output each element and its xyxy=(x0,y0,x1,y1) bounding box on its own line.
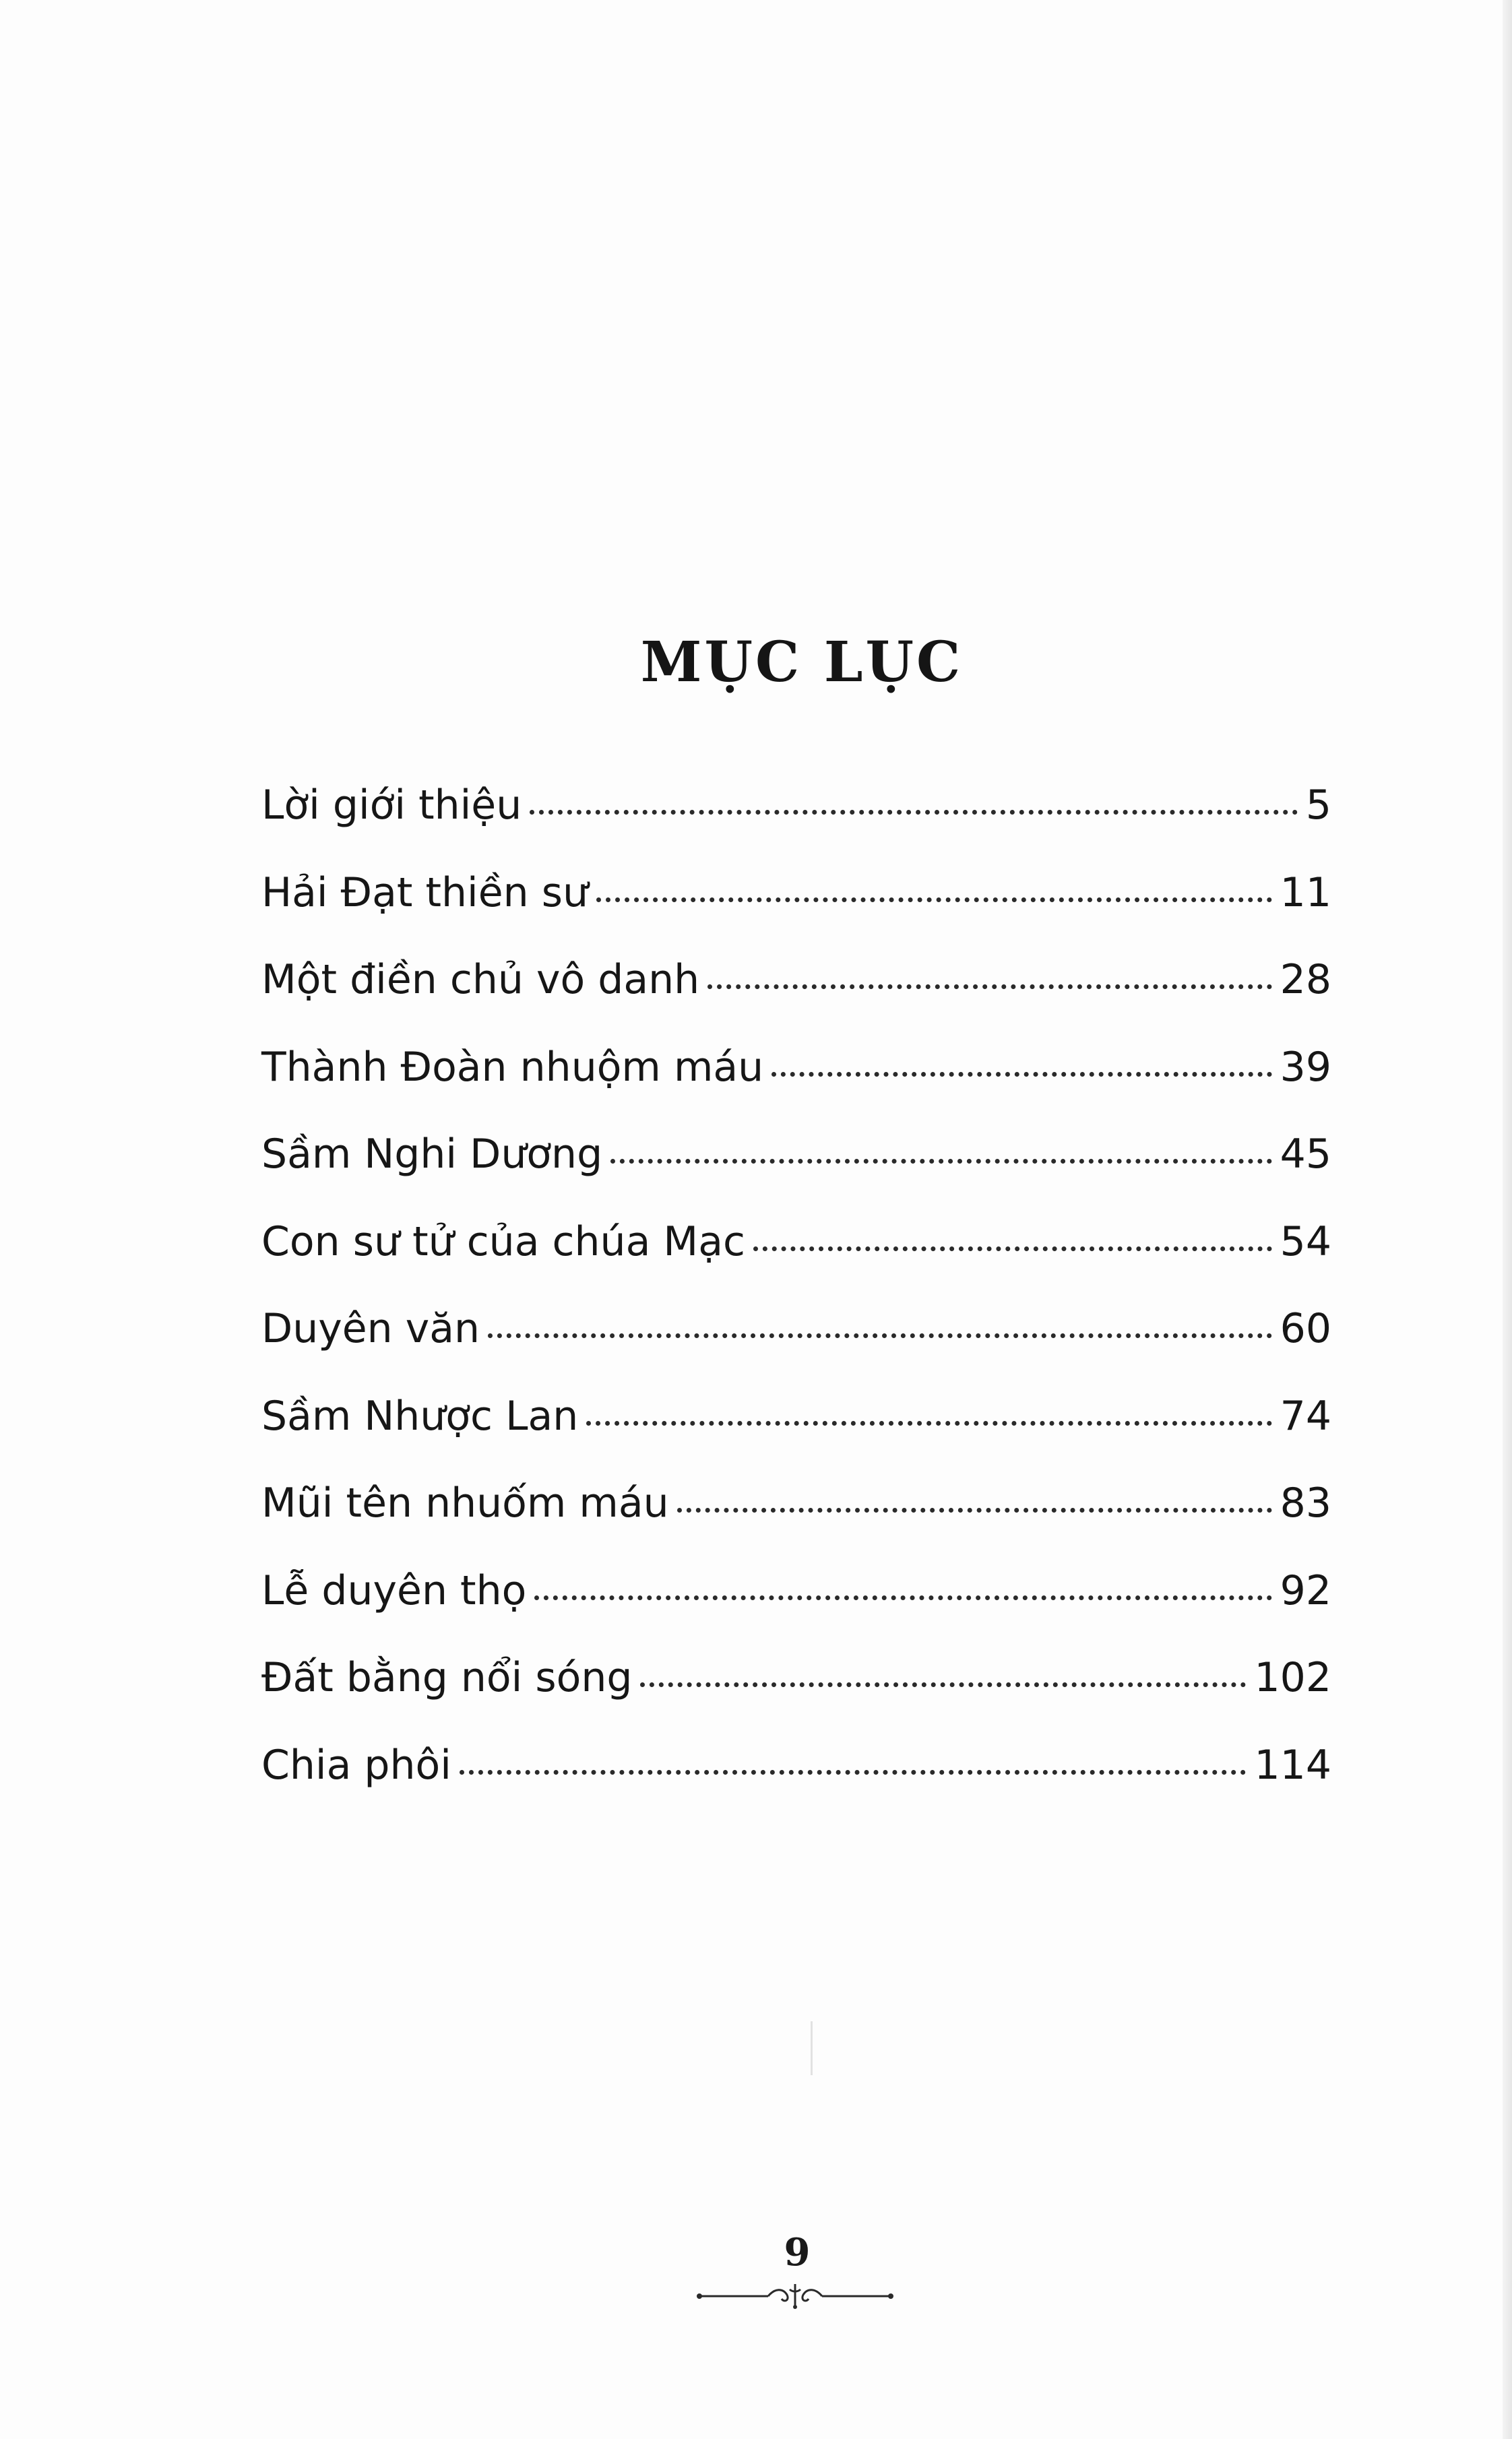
page-title: MỤC LỤC xyxy=(640,630,964,695)
toc-entry-title: Hải Đạt thiền sư xyxy=(261,868,589,916)
table-of-contents xyxy=(261,782,1331,1829)
toc-entry-title: Lễ duyên thọ xyxy=(261,1566,527,1614)
toc-entry-title: Lời giới thiệu xyxy=(261,782,522,829)
toc-entry[interactable] xyxy=(261,1218,1331,1306)
dot-leader xyxy=(771,1072,1271,1077)
toc-entry[interactable] xyxy=(261,1567,1331,1655)
toc-entry-title: Mũi tên nhuốm máu xyxy=(261,1480,669,1527)
scan-mark xyxy=(811,2021,813,2075)
page-number: 9 xyxy=(784,2230,811,2275)
toc-entry-title: Đất bằng nổi sóng xyxy=(261,1654,633,1701)
dot-leader xyxy=(677,1508,1272,1513)
toc-entry[interactable] xyxy=(261,1044,1331,1131)
dot-leader xyxy=(753,1246,1272,1251)
toc-entry[interactable] xyxy=(261,956,1331,1044)
toc-entry[interactable] xyxy=(261,1393,1331,1480)
toc-entry-page: 74 xyxy=(1280,1392,1331,1440)
toc-entry-page: 45 xyxy=(1280,1131,1331,1178)
toc-entry[interactable] xyxy=(261,1305,1331,1393)
toc-entry-page: 28 xyxy=(1280,956,1331,1003)
dot-leader xyxy=(530,810,1298,815)
toc-entry-page: 60 xyxy=(1280,1305,1331,1352)
toc-entry-page: 83 xyxy=(1280,1480,1331,1527)
toc-entry-page: 92 xyxy=(1280,1566,1331,1614)
toc-entry-page: 5 xyxy=(1305,782,1331,829)
dot-leader xyxy=(640,1682,1246,1687)
toc-entry-page: 11 xyxy=(1280,868,1331,916)
dot-leader xyxy=(534,1595,1271,1600)
toc-entry[interactable] xyxy=(261,782,1331,869)
toc-entry-title: Sầm Nhược Lan xyxy=(261,1392,579,1440)
dot-leader xyxy=(460,1770,1247,1775)
toc-entry-title: Một điền chủ vô danh xyxy=(261,956,700,1003)
toc-entry[interactable] xyxy=(261,869,1331,957)
toc-entry-title: Sầm Nghi Dương xyxy=(261,1131,603,1178)
toc-entry-title: Duyên văn xyxy=(261,1305,480,1352)
toc-entry[interactable] xyxy=(261,1131,1331,1218)
toc-entry[interactable] xyxy=(261,1742,1331,1829)
toc-entry[interactable] xyxy=(261,1654,1331,1742)
dot-leader xyxy=(707,984,1271,989)
toc-entry-title: Con sư tử của chúa Mạc xyxy=(261,1217,745,1265)
toc-entry-title: Thành Đoàn nhuộm máu xyxy=(261,1043,764,1091)
toc-entry-page: 114 xyxy=(1254,1741,1331,1789)
page-edge xyxy=(1503,0,1512,2439)
toc-entry-page: 102 xyxy=(1254,1654,1331,1701)
dot-leader xyxy=(586,1421,1271,1426)
dot-leader xyxy=(596,897,1272,902)
flourish-ornament-icon xyxy=(694,2279,896,2310)
toc-entry-title: Chia phôi xyxy=(261,1741,451,1789)
toc-entry-page: 54 xyxy=(1280,1217,1331,1265)
dot-leader xyxy=(488,1333,1272,1338)
dot-leader xyxy=(610,1159,1271,1164)
toc-entry[interactable] xyxy=(261,1480,1331,1567)
toc-entry-page: 39 xyxy=(1280,1043,1331,1091)
